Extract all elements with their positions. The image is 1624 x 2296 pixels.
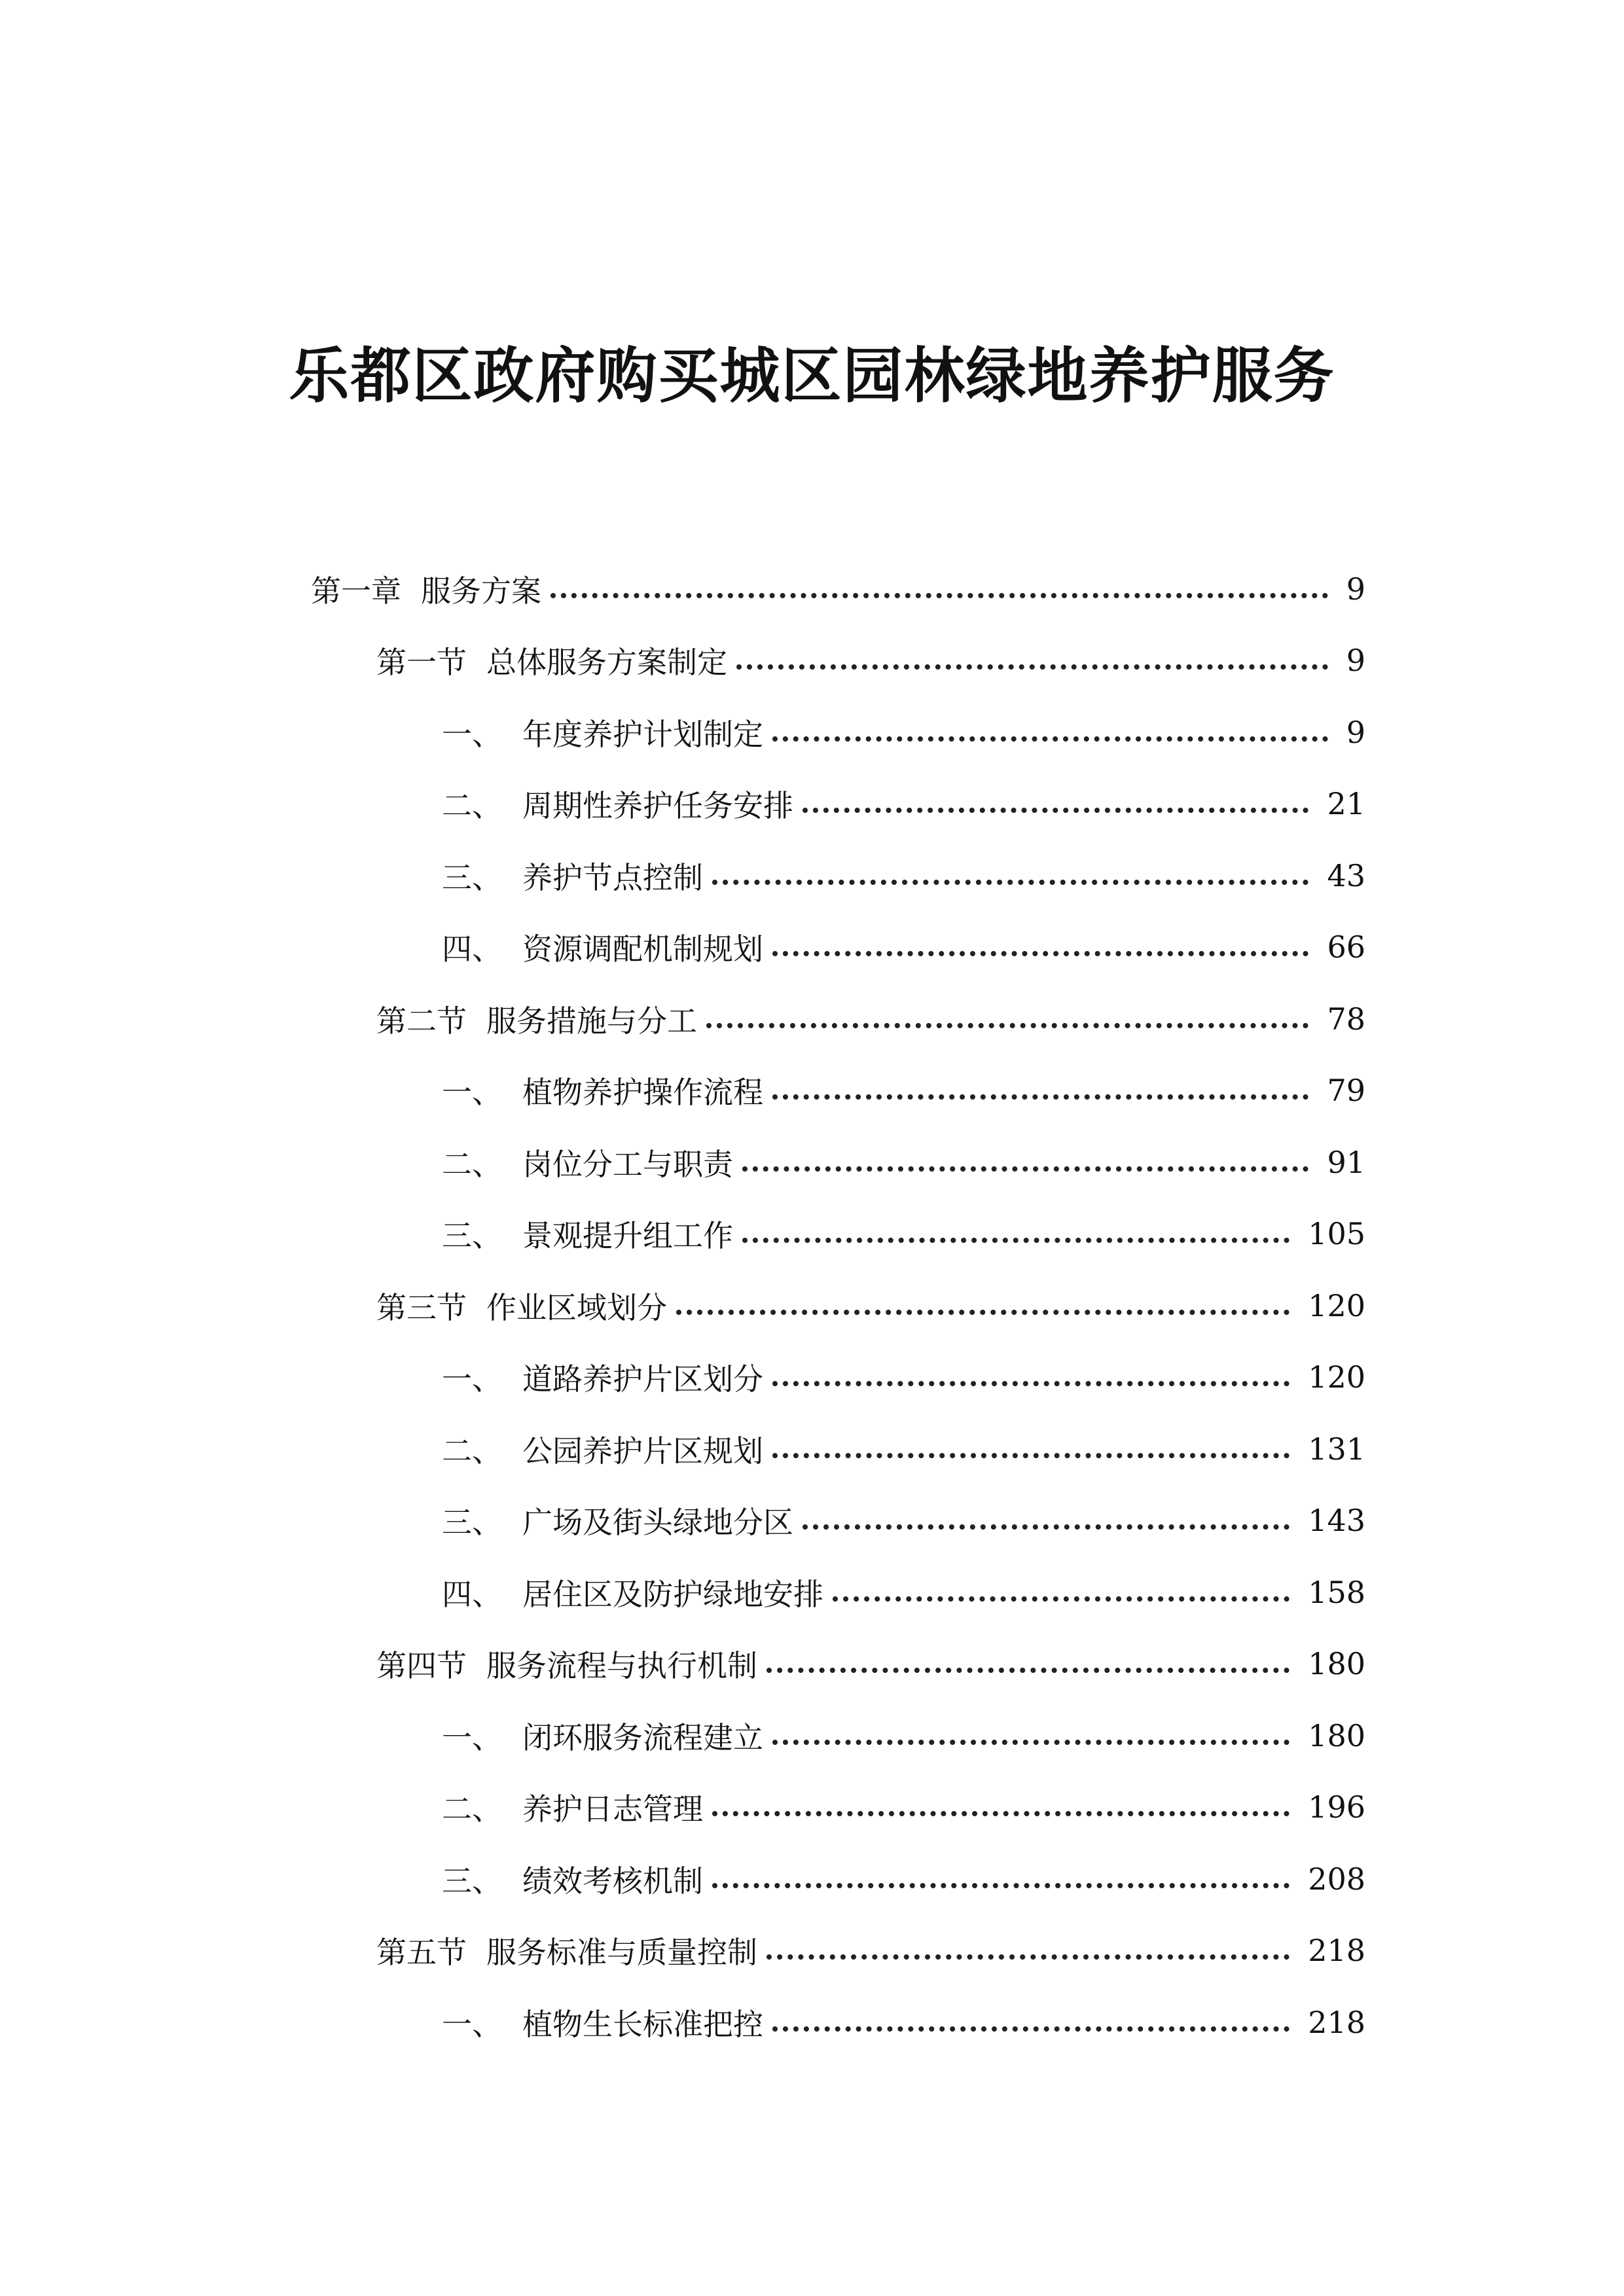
toc-entry-number: 第三节 bbox=[376, 1289, 467, 1325]
toc-entry[interactable] bbox=[0, 912, 1624, 984]
toc-entry-title: 作业区域划分 bbox=[486, 1289, 667, 1325]
toc-entry-label-group bbox=[376, 1642, 757, 1685]
toc-entry-page: 218 bbox=[1308, 2004, 1365, 2040]
toc-entry-title: 服务标准与质量控制 bbox=[486, 1935, 757, 1971]
dot-leader bbox=[833, 1596, 1290, 1602]
toc-entry[interactable] bbox=[0, 1126, 1624, 1198]
toc-entry-page: 21 bbox=[1327, 786, 1365, 822]
dot-leader bbox=[550, 593, 1328, 598]
dot-leader bbox=[742, 1238, 1290, 1243]
toc-entry-title: 公园养护片区规划 bbox=[522, 1433, 763, 1469]
dot-leader bbox=[772, 1381, 1290, 1386]
toc-entry-label-group bbox=[376, 997, 697, 1041]
toc-entry-number: 二、 bbox=[442, 788, 502, 824]
toc-entry[interactable] bbox=[0, 553, 1624, 625]
toc-entry-number: 三、 bbox=[442, 1863, 502, 1899]
toc-entry-title: 年度养护计划制定 bbox=[522, 716, 763, 752]
toc-entry-label-group bbox=[442, 1499, 793, 1542]
toc-entry-number: 三、 bbox=[442, 859, 502, 895]
toc-entry-label-group bbox=[442, 1427, 763, 1471]
toc-entry-page: 196 bbox=[1308, 1789, 1365, 1825]
dot-leader bbox=[712, 1811, 1290, 1816]
toc-entry-page: 120 bbox=[1308, 1287, 1365, 1323]
toc-entry-number: 三、 bbox=[442, 1218, 502, 1254]
toc-entry-number: 四、 bbox=[442, 1576, 502, 1612]
toc-entry-label-group bbox=[442, 1141, 733, 1184]
dot-leader bbox=[803, 1524, 1290, 1530]
toc-entry-number: 第二节 bbox=[376, 1003, 467, 1039]
toc-entry-title: 植物生长标准把控 bbox=[522, 2006, 763, 2042]
toc-entry-page: 131 bbox=[1308, 1431, 1365, 1467]
toc-entry-label-group bbox=[442, 1785, 703, 1829]
toc-entry-page: 66 bbox=[1327, 929, 1365, 965]
toc-entry-label-group bbox=[376, 639, 727, 682]
toc-entry-page: 9 bbox=[1346, 714, 1365, 750]
dot-leader bbox=[772, 1740, 1290, 1745]
toc-entry-label-group bbox=[442, 1212, 733, 1255]
toc-entry-page: 120 bbox=[1308, 1359, 1365, 1395]
table-of-contents bbox=[0, 553, 1624, 2058]
toc-entry[interactable] bbox=[0, 840, 1624, 912]
dot-leader bbox=[772, 736, 1328, 742]
dot-leader bbox=[712, 1883, 1290, 1888]
toc-entry-number: 一、 bbox=[442, 1075, 502, 1111]
dot-leader bbox=[712, 880, 1308, 885]
toc-entry-number: 第五节 bbox=[376, 1935, 467, 1971]
toc-entry-page: 180 bbox=[1308, 1717, 1365, 1753]
toc-entry-title: 服务措施与分工 bbox=[486, 1003, 697, 1039]
toc-entry-title: 养护节点控制 bbox=[522, 859, 703, 895]
toc-entry-label-group bbox=[442, 1069, 763, 1112]
toc-entry[interactable] bbox=[0, 768, 1624, 840]
toc-entry-page: 105 bbox=[1308, 1216, 1365, 1252]
toc-entry-label-group bbox=[442, 1571, 823, 1614]
toc-entry-page: 91 bbox=[1327, 1144, 1365, 1180]
toc-entry[interactable] bbox=[0, 1198, 1624, 1270]
toc-entry-number: 二、 bbox=[442, 1433, 502, 1469]
toc-entry-title: 景观提升组工作 bbox=[522, 1218, 733, 1254]
toc-entry-page: 180 bbox=[1308, 1646, 1365, 1682]
toc-entry[interactable] bbox=[0, 1413, 1624, 1485]
toc-entry-page: 9 bbox=[1346, 571, 1365, 607]
toc-entry-number: 一、 bbox=[442, 1361, 502, 1397]
toc-entry-title: 岗位分工与职责 bbox=[522, 1146, 733, 1182]
toc-entry[interactable] bbox=[0, 625, 1624, 697]
dot-leader bbox=[772, 1453, 1290, 1458]
toc-entry-title: 闭环服务流程建立 bbox=[522, 1719, 763, 1755]
toc-entry-page: 79 bbox=[1327, 1073, 1365, 1109]
dot-leader bbox=[772, 951, 1308, 956]
toc-entry[interactable] bbox=[0, 1915, 1624, 1987]
dot-leader bbox=[772, 2026, 1290, 2032]
dot-leader bbox=[772, 1094, 1308, 1100]
dot-leader bbox=[676, 1310, 1290, 1315]
toc-entry-title: 总体服务方案制定 bbox=[486, 645, 727, 681]
toc-entry-page: 78 bbox=[1327, 1001, 1365, 1037]
toc-entry-label-group bbox=[442, 1857, 703, 1901]
toc-entry-number: 第四节 bbox=[376, 1648, 467, 1684]
toc-entry[interactable] bbox=[0, 1843, 1624, 1915]
toc-entry-label-group bbox=[311, 567, 541, 611]
toc-entry-label-group bbox=[442, 854, 703, 897]
toc-entry[interactable] bbox=[0, 1270, 1624, 1342]
toc-entry-page: 158 bbox=[1308, 1574, 1365, 1610]
toc-entry-title: 服务流程与执行机制 bbox=[486, 1648, 757, 1684]
toc-entry-title: 绩效考核机制 bbox=[522, 1863, 703, 1899]
toc-entry[interactable] bbox=[0, 1055, 1624, 1127]
toc-entry-number: 二、 bbox=[442, 1791, 502, 1827]
toc-entry-page: 43 bbox=[1327, 857, 1365, 893]
toc-entry-title: 周期性养护任务安排 bbox=[522, 788, 793, 824]
toc-entry[interactable] bbox=[0, 696, 1624, 768]
toc-entry-label-group bbox=[442, 2001, 763, 2044]
toc-entry[interactable] bbox=[0, 1556, 1624, 1628]
toc-entry-label-group bbox=[442, 925, 763, 969]
dot-leader bbox=[803, 808, 1308, 813]
toc-entry-page: 208 bbox=[1308, 1861, 1365, 1897]
toc-entry-page: 143 bbox=[1308, 1503, 1365, 1539]
toc-entry-number: 一、 bbox=[442, 1719, 502, 1755]
toc-entry[interactable] bbox=[0, 983, 1624, 1055]
toc-entry-label-group bbox=[442, 1355, 763, 1399]
toc-entry-title: 养护日志管理 bbox=[522, 1791, 703, 1827]
toc-entry[interactable] bbox=[0, 1986, 1624, 2058]
dot-leader bbox=[736, 664, 1328, 670]
toc-entry-number: 四、 bbox=[442, 931, 502, 967]
toc-entry[interactable] bbox=[0, 1485, 1624, 1557]
toc-entry-label-group bbox=[376, 1284, 667, 1327]
dot-leader bbox=[706, 1023, 1308, 1028]
toc-entry-page: 9 bbox=[1346, 643, 1365, 679]
toc-entry[interactable] bbox=[0, 1628, 1624, 1700]
toc-entry-label-group bbox=[442, 782, 793, 825]
toc-entry[interactable] bbox=[0, 1342, 1624, 1414]
toc-entry-title: 广场及街头绿地分区 bbox=[522, 1505, 793, 1541]
toc-entry-number: 三、 bbox=[442, 1505, 502, 1541]
toc-entry-number: 二、 bbox=[442, 1146, 502, 1182]
toc-entry-number: 一、 bbox=[442, 716, 502, 752]
toc-entry[interactable] bbox=[0, 1700, 1624, 1772]
toc-entry-title: 服务方案 bbox=[421, 573, 541, 609]
toc-entry-label-group bbox=[376, 1929, 757, 1972]
toc-entry-number: 一、 bbox=[442, 2006, 502, 2042]
toc-entry-number: 第一章 bbox=[311, 573, 401, 609]
toc-entry-title: 居住区及防护绿地安排 bbox=[522, 1576, 823, 1612]
toc-entry-number: 第一节 bbox=[376, 645, 467, 681]
document-title: 乐都区政府购买城区园林绿地养护服务 bbox=[289, 341, 1335, 411]
dot-leader bbox=[767, 1954, 1290, 1960]
toc-entry[interactable] bbox=[0, 1772, 1624, 1844]
toc-entry-title: 资源调配机制规划 bbox=[522, 931, 763, 967]
toc-entry-title: 植物养护操作流程 bbox=[522, 1075, 763, 1111]
dot-leader bbox=[742, 1166, 1308, 1172]
dot-leader bbox=[767, 1668, 1290, 1673]
toc-entry-page: 218 bbox=[1308, 1933, 1365, 1969]
toc-entry-label-group bbox=[442, 1714, 763, 1757]
toc-entry-label-group bbox=[442, 711, 763, 754]
toc-entry-title: 道路养护片区划分 bbox=[522, 1361, 763, 1397]
